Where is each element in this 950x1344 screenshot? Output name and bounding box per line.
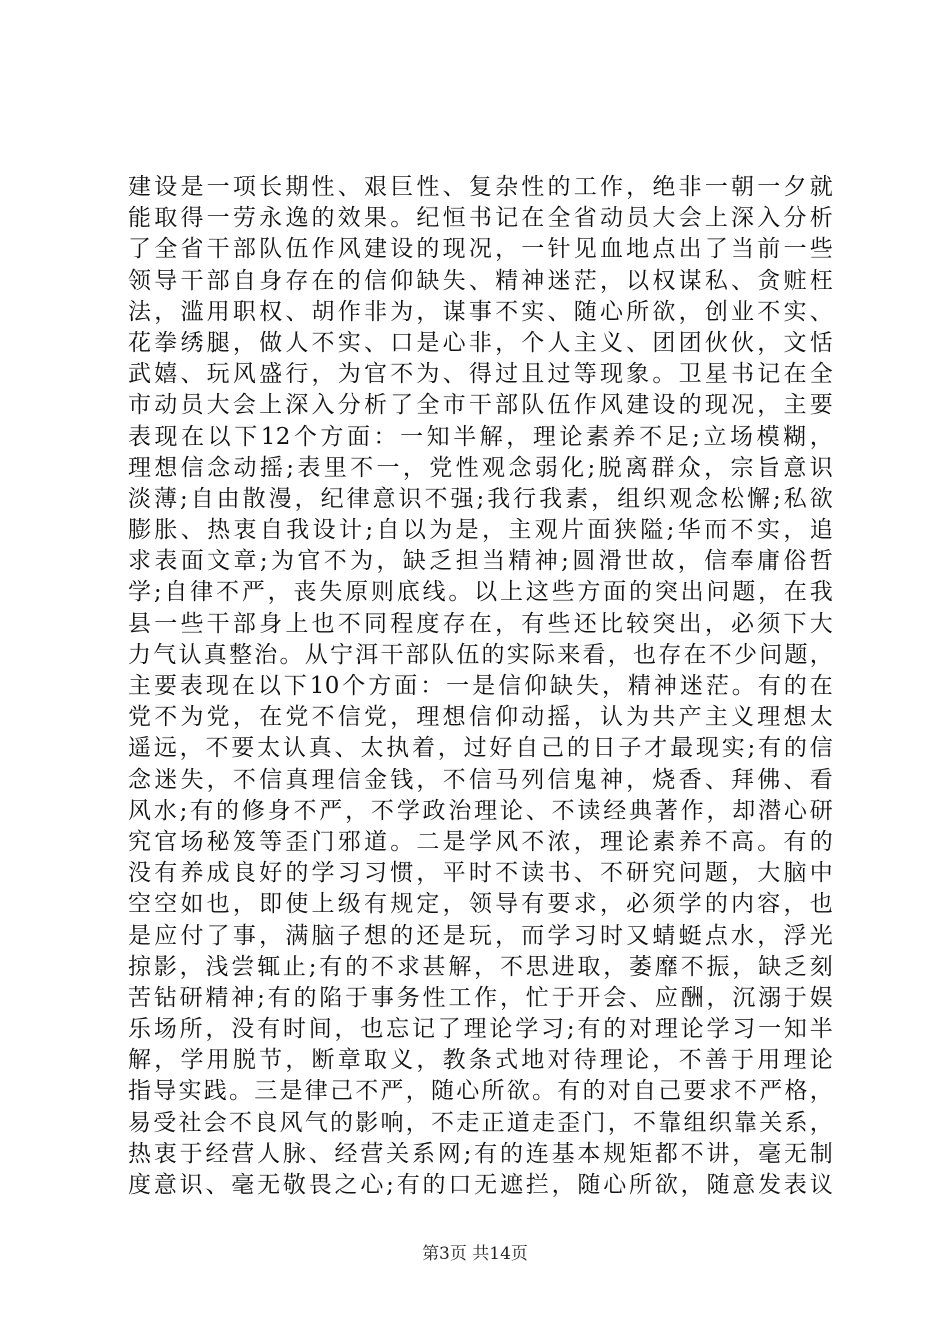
text-line: 遥远，不要太认真、太执着，过好自己的日子才最现实;有的信 xyxy=(128,735,833,762)
text-line: 建设是一项长期性、艰巨性、复杂性的工作，绝非一朝一夕就 xyxy=(128,174,833,200)
text-line: 空空如也，即使上级有规定，领导有要求，必须学的内容，也 xyxy=(128,891,833,918)
page-footer: 第3页 共14页 xyxy=(422,1244,528,1264)
text-line: 指导实践。三是律己不严，随心所欲。有的对自己要求不严格， xyxy=(128,1078,833,1105)
text-line: 膨胀、热衷自我设计;自以为是，主观片面狭隘;华而不实，追 xyxy=(128,517,833,544)
text-line: 领导干部自身存在的信仰缺失、精神迷茫，以权谋私、贪赃枉 xyxy=(128,267,833,294)
text-line: 武嬉、玩风盛行，为官不为、得过且过等现象。卫星书记在全 xyxy=(128,361,833,388)
text-line: 力气认真整治。从宁洱干部队伍的实际来看，也存在不少问题， xyxy=(128,641,833,668)
text-line: 能取得一劳永逸的效果。纪恒书记在全省动员大会上深入分析 xyxy=(128,205,833,232)
text-line: 主要表现在以下10个方面：一是信仰缺失，精神迷茫。有的在 xyxy=(128,673,833,699)
text-line: 县一些干部身上也不同程度存在，有些还比较突出，必须下大 xyxy=(128,610,833,637)
text-line: 了全省干部队伍作风建设的现况，一针见血地点出了当前一些 xyxy=(128,236,833,263)
text-line: 淡薄;自由散漫，纪律意识不强;我行我素，组织观念松懈;私欲 xyxy=(128,485,833,512)
text-line: 易受社会不良风气的影响，不走正道走歪门，不靠组织靠关系， xyxy=(128,1109,833,1136)
text-line: 乐场所，没有时间，也忘记了理论学习;有的对理论学习一知半 xyxy=(128,1016,833,1043)
text-line: 党不为党，在党不信党，理想信仰动摇，认为共产主义理想太 xyxy=(128,704,833,731)
text-line: 苦钻研精神;有的陷于事务性工作，忙于开会、应酬，沉溺于娱 xyxy=(128,984,833,1011)
text-line: 热衷于经营人脉、经营关系网;有的连基本规矩都不讲，毫无制 xyxy=(128,1140,833,1167)
text-line: 念迷失，不信真理信金钱，不信马列信鬼神，烧香、拜佛、看 xyxy=(128,766,833,793)
text-line: 风水;有的修身不严，不学政治理论、不读经典著作，却潜心研 xyxy=(128,797,833,824)
text-line: 是应付了事，满脑子想的还是玩，而学习时又蜻蜓点水，浮光 xyxy=(128,922,833,949)
text-line: 表现在以下12个方面：一知半解，理论素养不足;立场模糊， xyxy=(128,423,833,450)
body-text xyxy=(128,172,833,1201)
text-line: 解，学用脱节，断章取义，教条式地对待理论，不善于用理论 xyxy=(128,1047,833,1074)
text-line: 理想信念动摇;表里不一，党性观念弱化;脱离群众，宗旨意识 xyxy=(128,454,833,481)
text-line: 求表面文章;为官不为，缺乏担当精神;圆滑世故，信奉庸俗哲 xyxy=(128,548,833,575)
text-line: 法，滥用职权、胡作非为，谋事不实、随心所欲，创业不实、 xyxy=(128,298,833,325)
text-line: 市动员大会上深入分析了全市干部队伍作风建设的现况，主要 xyxy=(128,392,833,419)
text-line: 度意识、毫无敬畏之心;有的口无遮拦，随心所欲，随意发表议 xyxy=(128,1172,833,1198)
text-line: 花拳绣腿，做人不实、口是心非，个人主义、团团伙伙，文恬 xyxy=(128,329,833,356)
text-line: 掠影，浅尝辄止;有的不求甚解，不思进取，萎靡不振，缺乏刻 xyxy=(128,953,833,980)
text-line: 学;自律不严，丧失原则底线。以上这些方面的突出问题，在我 xyxy=(128,579,833,606)
text-line: 没有养成良好的学习习惯，平时不读书、不研究问题，大脑中 xyxy=(128,860,833,887)
text-line: 究官场秘笈等歪门邪道。二是学风不浓，理论素养不高。有的 xyxy=(128,828,833,855)
